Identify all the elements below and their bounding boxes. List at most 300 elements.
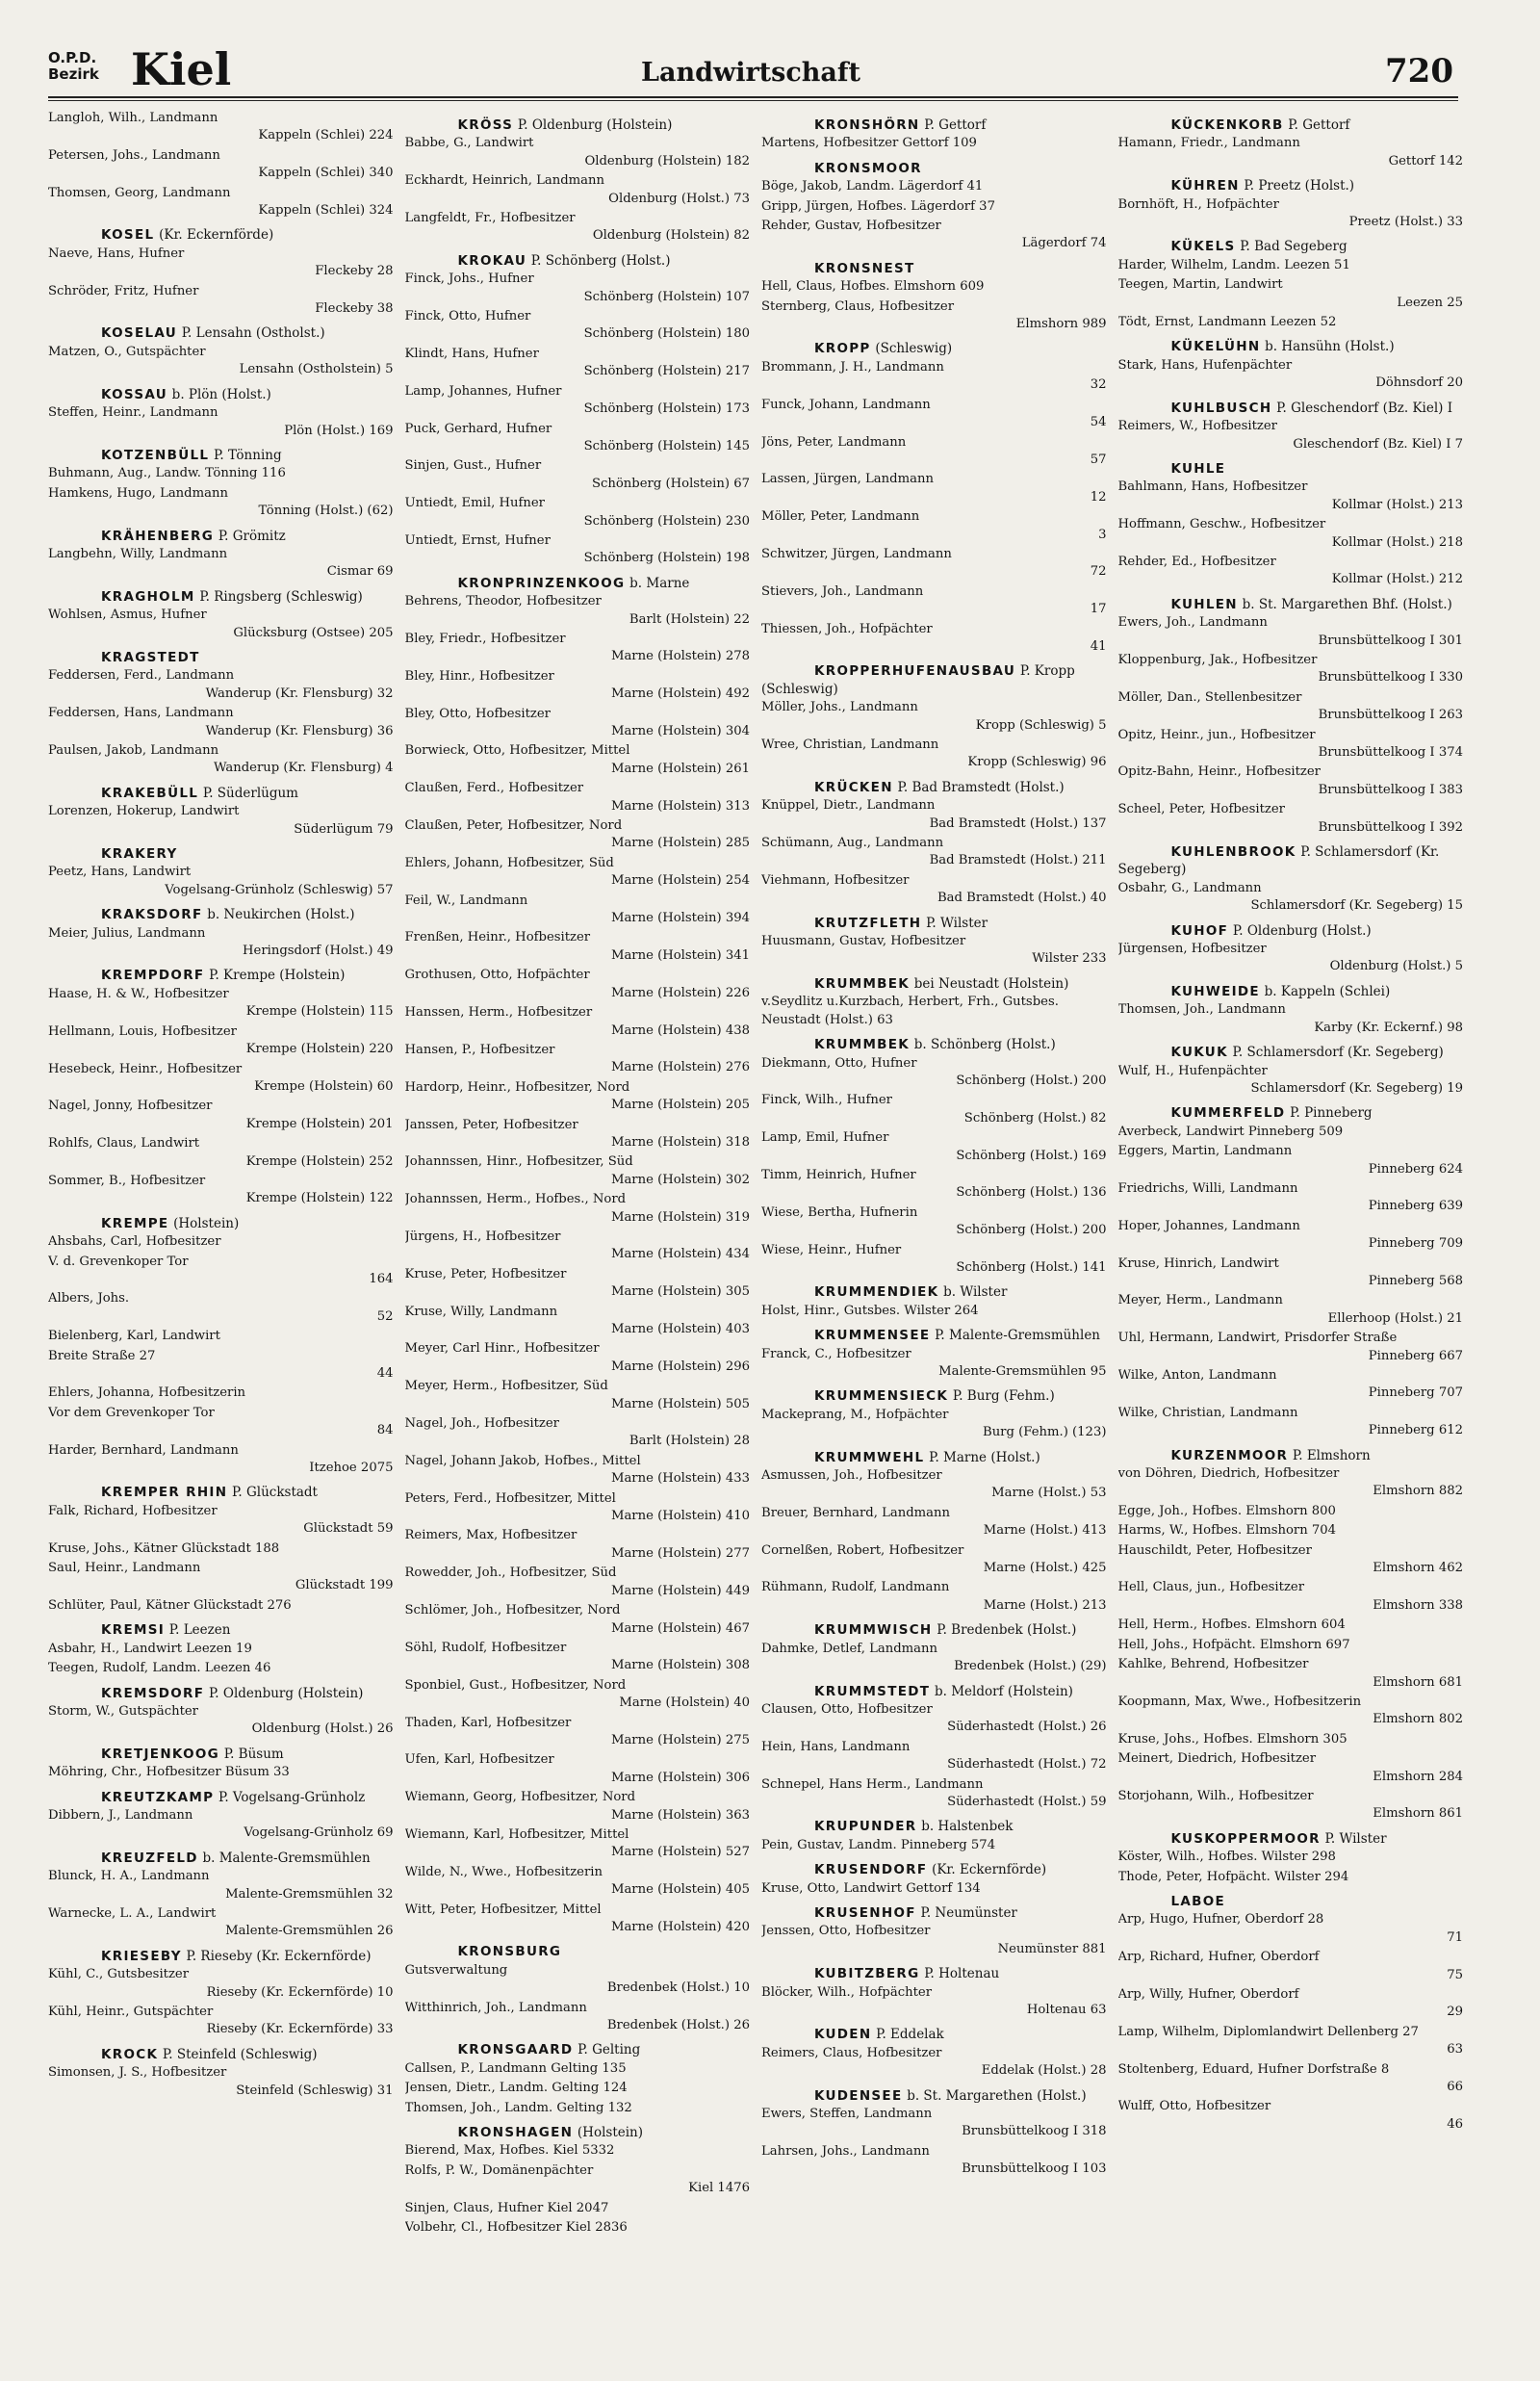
entry-name: Reimers, Claus, Hofbesitzer — [761, 2045, 942, 2060]
directory-entry — [48, 185, 394, 220]
entry-name: Huusmann, Gustav, Hofbesitzer — [761, 934, 966, 949]
locality-note: (Kr. Eckernförde) — [932, 1862, 1047, 1878]
directory-entry — [761, 178, 1107, 195]
entry-name: Bahlmann, Hans, Hofbesitzer — [1117, 479, 1308, 495]
entry-name: Kloppenburg, Jak., Hofbesitzer — [1117, 652, 1318, 667]
entry-place: Rieseby (Kr. Eckernförde) 33 — [206, 2022, 394, 2037]
directory-entry — [1118, 314, 1464, 331]
entry-place: Plön (Holst.) 169 — [284, 423, 394, 438]
entry-name: Langloh, Wilh., Landmann — [48, 111, 218, 125]
entry-name: Rohlfs, Claus, Landwirt — [48, 1136, 200, 1152]
entry-name: Frenßen, Heinr., Hofbesitzer — [404, 930, 591, 945]
directory-entry — [761, 1167, 1107, 1203]
entry-place: Marne (Holst.) 53 — [991, 1486, 1107, 1501]
entry-place: 44 — [376, 1366, 394, 1381]
locality-group — [1118, 177, 1464, 231]
entry-name: Kruse, Hinrich, Landwirt — [1117, 1255, 1279, 1271]
entry-place: 71 — [1447, 1929, 1463, 1945]
header-rule-thin — [48, 100, 1458, 101]
locality-name: KUHWEIDE — [1170, 983, 1260, 999]
entry-name: Saul, Heinr., Landmann — [48, 1561, 201, 1576]
directory-entry — [1118, 1522, 1464, 1540]
entry-place: Schönberg (Holst.) 136 — [956, 1185, 1107, 1201]
entry-name: Sternberg, Claus, Hofbesitzer — [761, 298, 955, 314]
directory-entry — [48, 2064, 394, 2100]
entry-place: Marne (Holstein) 304 — [610, 724, 750, 738]
locality-heading — [1118, 177, 1464, 194]
locality-note: bei Neustadt (Holstein) — [913, 975, 1069, 992]
directory-entry — [761, 1923, 1107, 1958]
locality-heading — [761, 160, 1107, 177]
locality-group — [1118, 1104, 1464, 1439]
directory-entry — [1118, 1579, 1464, 1615]
entry-name: Hoper, Johannes, Landmann — [1117, 1218, 1300, 1233]
entry-place: Barlt (Holstein) 22 — [629, 611, 750, 627]
locality-note: P. Malente-Gremsmühlen — [935, 1328, 1101, 1344]
entry-name: Eckhardt, Heinrich, Landmann — [404, 173, 604, 189]
entry-place: Oldenburg (Holst.) 5 — [1329, 959, 1463, 974]
locality-name: KROPPERHUFENAUSBAU — [814, 663, 1016, 680]
directory-entry — [48, 864, 394, 899]
locality-group — [1118, 922, 1464, 976]
entry-name: Timm, Heinrich, Hufner — [761, 1167, 916, 1182]
entry-name: Bley, Hinr., Hofbesitzer — [404, 668, 554, 684]
locality-note: b. St. Margarethen Bhf. (Holst.) — [1242, 596, 1452, 612]
locality-name: KRIESEBY — [101, 1948, 182, 1964]
locality-name: KRUMMENSIECK — [814, 1388, 949, 1405]
entry-place: Pinneberg 707 — [1368, 1385, 1463, 1401]
locality-heading — [48, 1746, 394, 1763]
locality-note: P. Schlamersdorf (Kr. Segeberg) — [1117, 844, 1440, 878]
entry-place: Marne (Holst.) 425 — [983, 1561, 1107, 1576]
entry-name: Uhl, Hermann, Landwirt, Prisdorfer Straße — [1117, 1331, 1398, 1346]
locality-group — [48, 1850, 394, 1941]
locality-group — [761, 1965, 1107, 2019]
directory-entry — [1118, 1656, 1464, 1692]
directory-entry — [1118, 2061, 1464, 2097]
entry-name: Langfeldt, Fr., Hofbesitzer — [404, 211, 576, 226]
locality-group — [1118, 596, 1464, 837]
locality-group — [405, 2124, 751, 2237]
entry-place: Schönberg (Holst.) 169 — [956, 1148, 1107, 1163]
locality-name: KRONSMOOR — [814, 160, 922, 176]
entry-name: Finck, Wilh., Hufner — [761, 1093, 892, 1108]
directory-entry — [405, 1902, 751, 1937]
locality-heading — [761, 1449, 1107, 1466]
locality-group — [761, 1283, 1107, 1320]
entry-place: Lensahn (Ostholstein) 5 — [239, 362, 394, 377]
directory-entry — [405, 271, 751, 306]
directory-entry — [761, 1303, 1107, 1320]
directory-entry — [48, 1135, 394, 1171]
entry-name: Friedrichs, Willi, Landmann — [1117, 1180, 1298, 1196]
directory-entry — [48, 1807, 394, 1843]
entry-place: 63 — [1447, 2042, 1463, 2057]
directory-entry — [1118, 1330, 1464, 1365]
entry-name: Matzen, O., Gutspächter — [48, 344, 206, 359]
directory-entry — [48, 1540, 394, 1558]
directory-entry — [48, 546, 394, 582]
directory-entry — [405, 1565, 751, 1600]
entry-place: Leezen 25 — [1397, 295, 1463, 310]
locality-name: KRUMMWISCH — [814, 1622, 933, 1639]
entry-name: Kruse, Johs., Hofbes. Elmshorn 305 — [1117, 1731, 1348, 1747]
locality-name: KRAKSDORF — [101, 907, 203, 923]
entry-name: Blunck, H. A., Landmann — [48, 1869, 210, 1884]
locality-group — [48, 845, 394, 899]
entry-place: Rieseby (Kr. Eckernförde) 10 — [206, 1984, 394, 2000]
directory-entry — [48, 1764, 394, 1781]
entry-name: Peters, Ferd., Hofbesitzer, Mittel — [404, 1490, 616, 1506]
directory-entry — [48, 1173, 394, 1208]
entry-name: Arp, Richard, Hufner, Oberdorf — [1117, 1950, 1320, 1965]
entry-place: Itzehoe 2075 — [309, 1461, 394, 1476]
directory-entry — [48, 404, 394, 440]
locality-group — [1118, 238, 1464, 331]
locality-name: KRONSHAGEN — [457, 2125, 574, 2141]
directory-entry — [48, 705, 394, 740]
locality-heading — [405, 252, 751, 270]
entry-name: Feddersen, Ferd., Landmann — [48, 668, 235, 684]
locality-name: KRÜCKEN — [814, 779, 893, 795]
locality-heading — [48, 386, 394, 403]
entry-name: Paulsen, Jakob, Landmann — [48, 743, 219, 758]
locality-note: P. Schönberg (Holst.) — [530, 252, 671, 269]
directory-entry — [405, 893, 751, 928]
locality-name: KRAKERY — [101, 846, 178, 863]
locality-group — [761, 1621, 1107, 1675]
entry-name: Gutsverwaltung — [404, 1962, 508, 1978]
directory-entry — [405, 1415, 751, 1451]
entry-name: Arp, Hugo, Hufner, Oberdorf 28 — [1117, 1912, 1324, 1928]
entry-place: Cismar 69 — [326, 564, 394, 580]
entry-place: Brunsbüttelkoog I 318 — [962, 2124, 1107, 2139]
directory-entry — [405, 2142, 751, 2160]
entry-place: Pinneberg 709 — [1368, 1236, 1463, 1252]
locality-group — [761, 260, 1107, 334]
locality-group — [1118, 460, 1464, 589]
entry-name: Wulff, Otto, Hofbesitzer — [1117, 2099, 1271, 2114]
directory-entry — [48, 1290, 394, 1326]
locality-group — [48, 2046, 394, 2100]
entry-name: Babbe, G., Landwirt — [404, 136, 534, 151]
locality-group — [48, 1215, 394, 1478]
directory-entry — [405, 1962, 751, 1998]
directory-entry — [1118, 1617, 1464, 1634]
directory-entry — [761, 1701, 1107, 1737]
locality-note: (Schleswig) — [875, 341, 953, 357]
entry-name: Untiedt, Emil, Hufner — [404, 496, 545, 511]
entry-place: Preetz (Holst.) 33 — [1348, 215, 1463, 230]
locality-note: P. Bad Segeberg — [1240, 239, 1348, 255]
entry-name: Klindt, Hans, Hufner — [404, 346, 539, 361]
entry-name: Stievers, Joh., Landmann — [761, 583, 924, 599]
entry-name: Dibbern, J., Landmann — [48, 1807, 193, 1823]
entry-place: Burg (Fehm.) (123) — [983, 1425, 1107, 1440]
entry-name: Meyer, Herm., Hofbesitzer, Süd — [404, 1379, 608, 1394]
entry-name: Bielenberg, Karl, Landwirt — [48, 1329, 220, 1344]
locality-heading — [761, 2026, 1107, 2043]
entry-name: Hesebeck, Heinr., Hofbesitzer — [48, 1061, 243, 1076]
entry-name: Franck, C., Hofbesitzer — [761, 1346, 911, 1361]
locality-note: P. Rieseby (Kr. Eckernförde) — [186, 1948, 372, 1964]
locality-note: P. Gelting — [578, 2042, 641, 2058]
entry-place: Schönberg (Holstein) 67 — [591, 476, 750, 491]
entry-name: Harms, W., Hofbes. Elmshorn 704 — [1117, 1523, 1337, 1539]
directory-entry — [1118, 1063, 1464, 1099]
entry-name: Wulf, H., Hufenpächter — [1117, 1063, 1268, 1078]
locality-heading — [1118, 400, 1464, 417]
directory-entry — [761, 471, 1107, 506]
entry-place: Marne (Holstein) 438 — [610, 1022, 750, 1038]
directory-entry — [405, 1527, 751, 1563]
directory-entry — [48, 2004, 394, 2039]
directory-entry — [761, 397, 1107, 432]
locality-group — [761, 2087, 1107, 2179]
locality-note: b. Kappeln (Schlei) — [1264, 983, 1391, 999]
directory-entry — [1118, 941, 1464, 976]
entry-name: Lamp, Emil, Hufner — [761, 1130, 889, 1146]
entry-name: Clausen, Otto, Hofbesitzer — [761, 1701, 933, 1717]
entry-name: Untiedt, Ernst, Hufner — [404, 532, 551, 548]
entry-place: Wanderup (Kr. Flensburg) 4 — [213, 761, 394, 776]
entry-place: Eddelak (Holst.) 28 — [981, 2063, 1107, 2079]
entry-name: Teegen, Martin, Landwirt — [1117, 277, 1283, 293]
locality-heading — [761, 1036, 1107, 1053]
entry-name: Wiese, Bertha, Hufnerin — [761, 1204, 918, 1220]
locality-note: P. Bredenbek (Holst.) — [937, 1622, 1077, 1639]
locality-name: KUHLENBROOK — [1170, 844, 1296, 861]
entry-name: Volbehr, Cl., Hofbesitzer Kiel 2836 — [404, 2220, 628, 2236]
entry-place: Wanderup (Kr. Flensburg) 32 — [205, 686, 394, 701]
locality-group — [761, 2026, 1107, 2080]
locality-group — [48, 386, 394, 440]
locality-name: KRUSENHOF — [814, 1904, 916, 1921]
entry-place: Brunsbüttelkoog I 103 — [962, 2161, 1107, 2177]
locality-heading — [1118, 1447, 1464, 1464]
entry-place: Vogelsang-Grünholz 69 — [244, 1825, 394, 1841]
entry-name: Hell, Johs., Hofpächt. Elmshorn 697 — [1117, 1637, 1350, 1652]
column-3 — [761, 110, 1107, 2363]
entry-place: Marne (Holstein) 341 — [610, 947, 750, 963]
locality-group — [48, 324, 394, 378]
locality-note: P. Wilster — [926, 915, 988, 931]
entry-name: Janssen, Peter, Hofbesitzer — [404, 1117, 578, 1132]
locality-note: P. Elmshorn — [1292, 1447, 1371, 1463]
locality-group — [405, 1943, 751, 2034]
locality-heading — [761, 116, 1107, 134]
entry-place: 3 — [1098, 527, 1107, 542]
locality-name: KRUMMWEHL — [814, 1449, 925, 1465]
entry-place: Marne (Holstein) 278 — [610, 649, 750, 664]
directory-entry — [405, 2000, 751, 2035]
directory-entry — [48, 1442, 394, 1478]
locality-note: b. Wilster — [943, 1284, 1008, 1301]
entry-name: Pein, Gustav, Landm. Pinneberg 574 — [761, 1837, 996, 1852]
header-rule — [48, 96, 1458, 98]
locality-group — [761, 1818, 1107, 1854]
directory-entry — [405, 817, 751, 853]
directory-entry — [405, 1042, 751, 1077]
directory-entry — [48, 1328, 394, 1345]
entry-name: Harder, Bernhard, Landmann — [48, 1442, 239, 1458]
locality-group — [761, 1387, 1107, 1441]
directory-entry — [48, 1098, 394, 1133]
directory-entry — [48, 1503, 394, 1539]
directory-entry — [1118, 1124, 1464, 1141]
directory-entry — [405, 346, 751, 381]
directory-entry — [405, 2060, 751, 2078]
entry-place: Oldenburg (Holst.) 26 — [251, 1721, 394, 1737]
entry-place: Schönberg (Holstein) 173 — [583, 401, 750, 417]
locality-group — [48, 588, 394, 642]
locality-heading — [48, 967, 394, 984]
directory-entry — [761, 1880, 1107, 1898]
directory-entry — [405, 210, 751, 246]
entry-name: Witthinrich, Joh., Landmann — [404, 2000, 587, 2015]
entry-place: Steinfeld (Schleswig) 31 — [236, 2083, 394, 2098]
entry-name: Kruse, Johs., Kätner Glückstadt 188 — [48, 1540, 280, 1556]
locality-note: b. Hansühn (Holst.) — [1265, 339, 1395, 355]
entry-name: Bornhöft, H., Hofpächter — [1117, 196, 1279, 212]
entry-place: Schlamersdorf (Kr. Segeberg) 19 — [1250, 1080, 1463, 1096]
directory-entry — [405, 135, 751, 170]
entry-place: Malente-Gremsmühlen 26 — [225, 1924, 394, 1939]
locality-name: KUHOF — [1170, 922, 1229, 939]
entry-name: Finck, Otto, Hufner — [404, 309, 531, 324]
entry-name: Dahmke, Detlef, Landmann — [761, 1641, 938, 1656]
entry-name: Wiemann, Georg, Hofbesitzer, Nord — [404, 1790, 636, 1805]
directory-entry — [761, 1204, 1107, 1240]
directory-entry — [761, 1641, 1107, 1676]
directory-entry — [405, 421, 751, 456]
locality-note: (Kr. Eckernförde) — [159, 227, 274, 244]
locality-name: KREMPDORF — [101, 968, 205, 984]
locality-note: b. Marne — [629, 575, 690, 591]
directory-entry — [761, 1776, 1107, 1812]
directory-entry — [48, 1966, 394, 2002]
entry-place: Kollmar (Holst.) 212 — [1331, 572, 1463, 587]
locality-group — [761, 915, 1107, 969]
directory-entry — [48, 1641, 394, 1658]
directory-entry — [405, 1079, 751, 1115]
entry-place: Oldenburg (Holst.) 73 — [608, 191, 750, 206]
directory-entry — [48, 1405, 394, 1440]
entry-place: Elmshorn 861 — [1373, 1806, 1463, 1822]
locality-name: KRETJENKOOG — [101, 1746, 220, 1762]
entry-name: V. d. Grevenkoper Tor — [48, 1254, 189, 1269]
directory-entry — [1118, 801, 1464, 837]
entry-name: Asmussen, Joh., Hofbesitzer — [761, 1468, 942, 1484]
entry-name: v.Seydlitz u.Kurzbach, Herbert, Frh., Gutsbes. Neustadt (Holst.) 63 — [761, 995, 1059, 1027]
entry-name: Wilke, Christian, Landmann — [1117, 1405, 1298, 1420]
directory-entry — [48, 1560, 394, 1595]
directory-entry — [48, 283, 394, 319]
entry-name: Ehlers, Johann, Hofbesitzer, Süd — [404, 855, 614, 870]
entry-place: Kropp (Schleswig) 96 — [967, 755, 1107, 770]
entry-place: Vogelsang-Grünholz (Schleswig) 57 — [165, 882, 394, 897]
directory-entry — [1118, 1503, 1464, 1520]
entry-name: Nagel, Joh., Hofbesitzer — [404, 1416, 559, 1432]
entry-place: Marne (Holstein) 302 — [610, 1172, 750, 1187]
entry-name: Mackeprang, M., Hofpächter — [761, 1407, 949, 1422]
entry-place: Bredenbek (Holst.) (29) — [954, 1659, 1107, 1674]
locality-heading — [1118, 922, 1464, 940]
entry-name: Reimers, Max, Hofbesitzer — [404, 1528, 578, 1543]
locality-note: P. Glückstadt — [232, 1485, 318, 1501]
locality-note: P. Marne (Holst.) — [929, 1449, 1040, 1465]
entry-place: Elmshorn 802 — [1373, 1712, 1463, 1727]
entry-name: Blöcker, Wilh., Hofpächter — [761, 1984, 933, 2000]
locality-note: P. Gettorf — [924, 117, 987, 133]
entry-place: Pinneberg 667 — [1368, 1348, 1463, 1363]
locality-group — [48, 649, 394, 778]
locality-name: KRÖSS — [457, 117, 514, 133]
entry-place: Marne (Holstein) 296 — [610, 1359, 750, 1374]
locality-name: KREUZFELD — [101, 1850, 198, 1866]
locality-group — [761, 1036, 1107, 1277]
locality-heading — [1118, 843, 1464, 879]
locality-name: KROCK — [101, 2046, 159, 2062]
locality-name: KUKUK — [1170, 1045, 1228, 1061]
locality-group — [761, 975, 1107, 1029]
entry-name: Meyer, Herm., Landmann — [1117, 1293, 1283, 1308]
entry-name: Hanssen, Herm., Hofbesitzer — [404, 1005, 593, 1021]
entry-place: Schönberg (Holstein) 217 — [583, 364, 750, 379]
directory-entry — [761, 278, 1107, 296]
directory-entry — [1118, 1001, 1464, 1037]
locality-name: KÜHREN — [1170, 178, 1240, 194]
directory-entry — [1118, 1405, 1464, 1440]
locality-note: P. Gleschendorf (Bz. Kiel) I — [1276, 400, 1453, 416]
entry-place: Marne (Holstein) 319 — [610, 1209, 750, 1225]
entry-place: Marne (Holstein) 505 — [610, 1396, 750, 1411]
entry-place: 164 — [369, 1271, 394, 1286]
entry-name: Jöns, Peter, Landmann — [761, 434, 907, 450]
entry-place: Neumünster 881 — [997, 1941, 1107, 1956]
directory-entry — [48, 1348, 394, 1384]
entry-name: Hellmann, Louis, Hofbesitzer — [48, 1023, 237, 1039]
directory-entry — [761, 1467, 1107, 1503]
entry-name: Hell, Claus, Hofbes. Elmshorn 609 — [761, 279, 985, 295]
entry-name: Brommann, J. H., Landmann — [761, 359, 944, 375]
directory-entry — [1118, 1694, 1464, 1729]
locality-name: KRUMMENSEE — [814, 1328, 931, 1344]
directory-entry — [1118, 1788, 1464, 1824]
locality-heading — [1118, 1830, 1464, 1848]
entry-place: Süderhastedt (Holst.) 59 — [947, 1794, 1107, 1809]
locality-group — [405, 116, 751, 246]
directory-entry — [1118, 1949, 1464, 1984]
entry-place: 52 — [376, 1308, 394, 1324]
locality-note: P. Holtenau — [924, 1966, 1000, 1982]
directory-entry — [405, 1602, 751, 1638]
locality-group — [48, 226, 394, 318]
entry-place: Karby (Kr. Eckernf.) 98 — [1314, 1020, 1463, 1035]
locality-name: KUSKOPPERMOOR — [1170, 1830, 1321, 1847]
entry-place: 41 — [1090, 638, 1107, 654]
locality-name: KREMPER RHIN — [101, 1485, 228, 1501]
directory-entry — [1118, 1255, 1464, 1291]
entry-name: Rehder, Ed., Hofbesitzer — [1117, 554, 1276, 569]
directory-entry — [48, 607, 394, 642]
locality-note: P. Grömitz — [218, 528, 286, 544]
entry-place: Lägerdorf 74 — [1021, 236, 1107, 251]
directory-entry — [48, 1597, 394, 1615]
directory-entry — [48, 667, 394, 703]
locality-note: P. Burg (Fehm.) — [952, 1388, 1055, 1405]
entry-place: Süderlügum 79 — [294, 821, 394, 837]
